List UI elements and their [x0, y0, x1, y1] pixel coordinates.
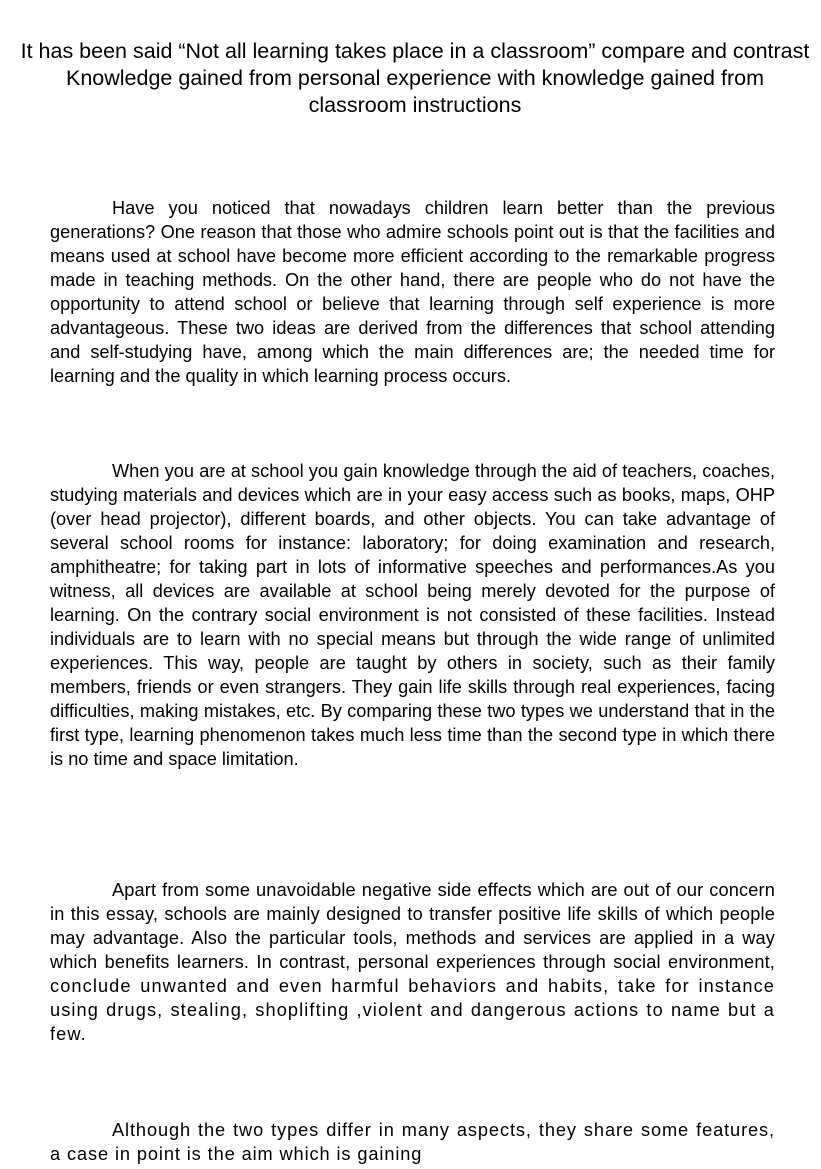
paragraph-quality-part-2: conclude unwanted and even harmful behaviors and habits, take for instance using drugs, stealing, shoplifting ,violent and dangerous actions to name but a few. — [50, 976, 775, 1044]
essay-title — [20, 38, 810, 119]
paragraph-quality-difference — [50, 878, 775, 1046]
paragraph-time-difference: When you are at school you gain knowledge through the aid of teachers, coaches, studying materials and devices which are in your easy access such as books, maps, OHP (over head projector), different boards, and other objects. You can take advantage of several school rooms for instance: laboratory; for doing examination and research, amphitheatre; for taking part in lots of informative speeches and performances.As you witness, all devices are available at school being merely devoted for the purpose of learning. On the contrary social environment is not consisted of these facilities. Instead individuals are to learn with no special means but through the wide range of unlimited experiences. This way, people are taught by others in society, such as their family members, friends or even strangers. They gain life skills through real experiences, facing difficulties, making mistakes, etc. By comparing these two types we understand that in the first type, learning phenomenon takes much less time than the second type in which there is no time and space limitation. — [50, 461, 775, 769]
title-line-1: It has been said “Not all learning takes place in a classroom” compare and contrast — [20, 39, 810, 63]
paragraph-quality-part-1: Apart from some unavoidable negative side effects which are out of our concern in this essay, schools are mainly designed to transfer positive life skills of which people may advantage. Also the particular tools, methods and services are applied in a way which benefits learners. In contrast, personal experiences through social environment, — [50, 880, 775, 972]
paragraph-similarities: Although the two types differ in many aspects, they share some features, a case in point is the aim which is gaining — [50, 1120, 775, 1164]
paragraph-introduction: Have you noticed that nowadays children learn better than the previous generations? One reason that those who admire schools point out is that the facilities and means used at school have become more efficient according to the remarkable progress made in teaching methods. On the other hand, there are people who do not have the opportunity to attend school or believe that learning through self experience is more advantageous. These two ideas are derived from the differences that school attending and self-studying have, among which the main differences are; the needed time for learning and the quality in which learning process occurs. — [50, 198, 775, 386]
title-line-2: Knowledge gained from personal experience with knowledge gained from classroom instructions — [66, 66, 764, 117]
